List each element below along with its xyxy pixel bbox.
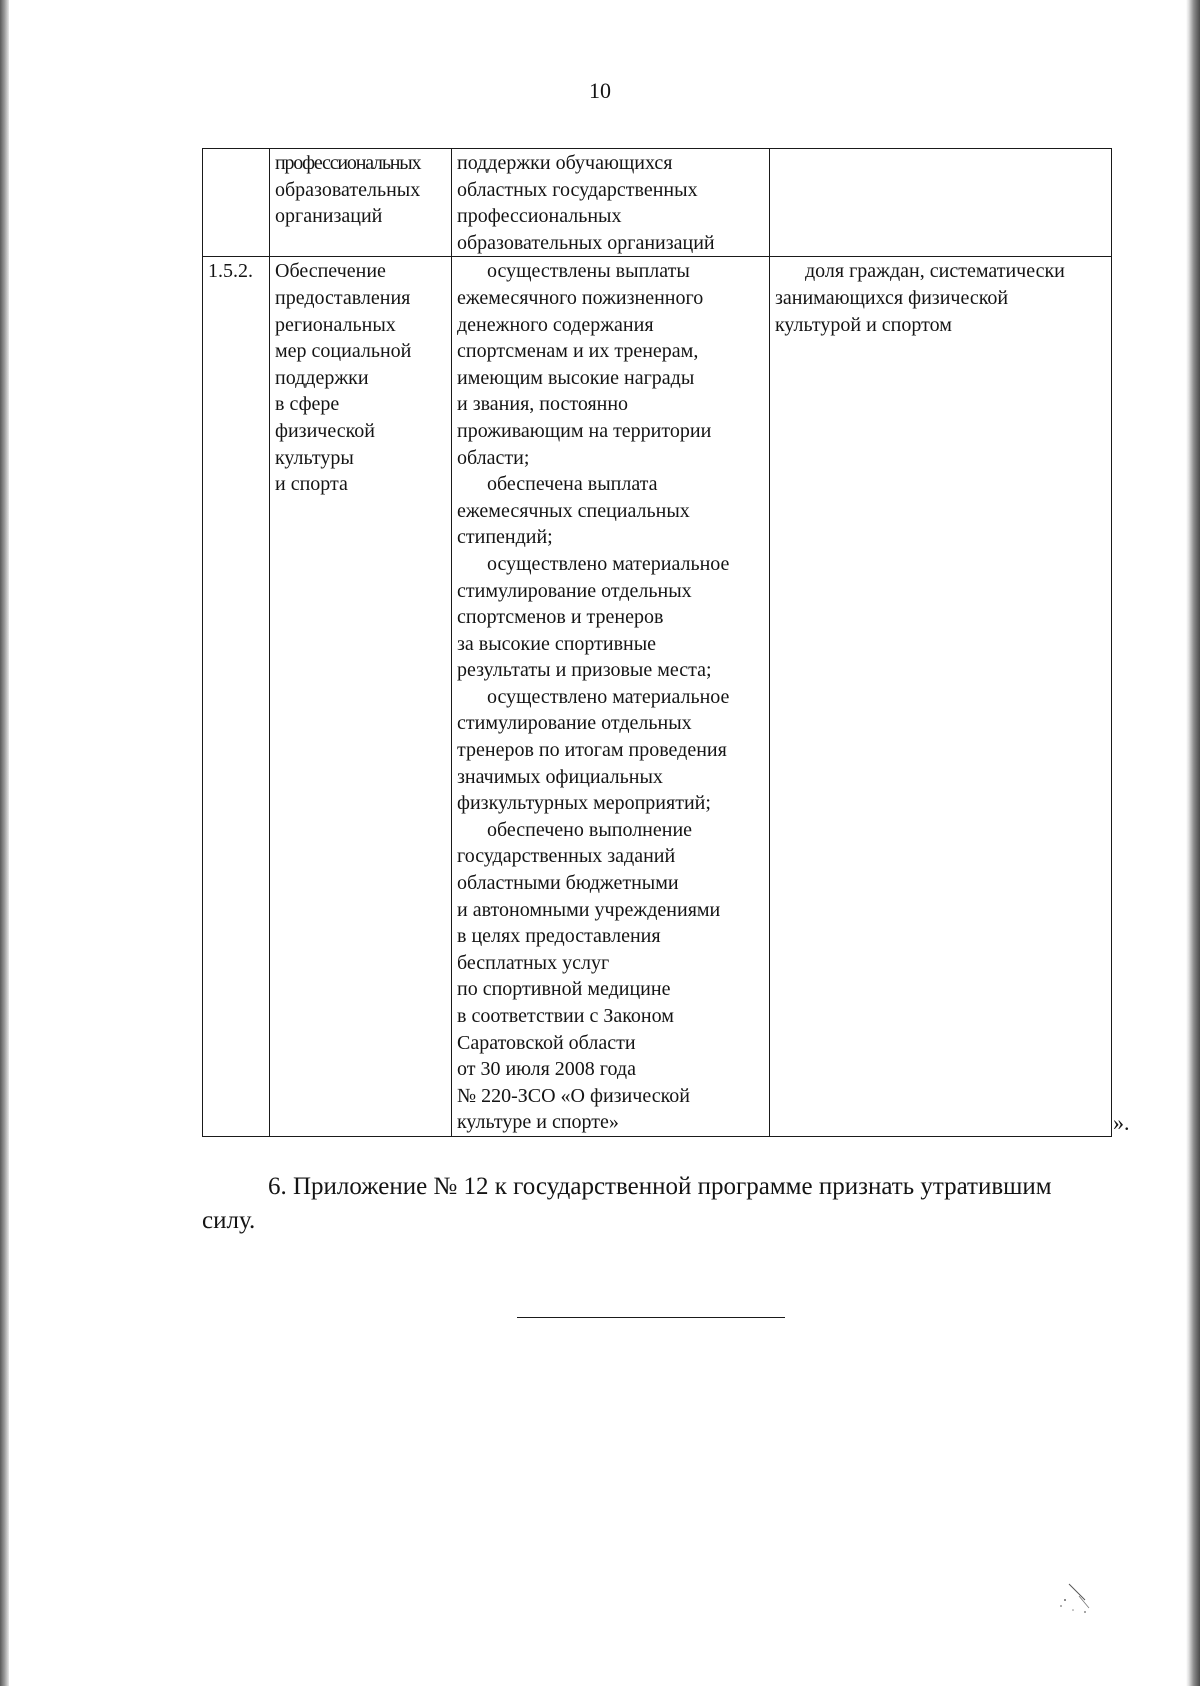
- result-line: спортсменов и тренеров: [457, 606, 664, 629]
- result-line: от 30 июля 2008 года: [457, 1058, 636, 1081]
- result-line: тренеров по итогам проведения: [457, 739, 727, 762]
- result-line: стимулирование отдельных: [457, 579, 692, 602]
- cell-indicator: [770, 149, 1112, 257]
- name-line: профессиональных: [275, 152, 421, 174]
- result-line: по спортивной медицине: [457, 978, 671, 1001]
- result-line: государственных заданий: [457, 845, 676, 868]
- name-line: организаций: [275, 205, 383, 228]
- name-line: предоставления: [275, 286, 411, 309]
- result-line: денежного содержания: [457, 313, 654, 336]
- result-line: обеспечена выплата: [487, 473, 658, 496]
- scan-edge-left: [0, 0, 9, 1686]
- result-line: ежемесячного пожизненного: [457, 286, 704, 309]
- name-line: Обеспечение: [275, 260, 386, 283]
- result-line: значимых официальных: [457, 765, 663, 788]
- name-line: культуры: [275, 446, 354, 469]
- result-line: имеющим высокие награды: [457, 366, 695, 389]
- result-line: области;: [457, 446, 530, 469]
- cell-result: [452, 149, 770, 257]
- program-table: [202, 148, 1112, 1137]
- indicator-line: культурой и спортом: [775, 313, 952, 336]
- result-line: стипендий;: [457, 526, 553, 549]
- cell-indicator: [770, 257, 1112, 1137]
- result-line: бесплатных услуг: [457, 951, 610, 974]
- table-row-1-5-2: [203, 257, 1112, 1137]
- paragraph-second-line: силу.: [202, 1207, 256, 1234]
- cell-number: [203, 257, 270, 1137]
- result-line: спортсменам и их тренерам,: [457, 340, 699, 363]
- name-line: мер социальной: [275, 340, 412, 363]
- result-line: культуре и спорте»: [457, 1111, 619, 1134]
- name-line: региональных: [275, 313, 396, 336]
- result-line: поддержки обучающихся: [457, 152, 673, 174]
- paragraph-6: [202, 1170, 1112, 1238]
- result-line: Саратовской области: [457, 1031, 636, 1054]
- name-line: физической: [275, 419, 375, 442]
- result-line: осуществлено материальное: [487, 552, 730, 575]
- result-line: № 220-ЗСО «О физической: [457, 1084, 690, 1107]
- scan-specks: [1055, 1578, 1095, 1618]
- cell-result: [452, 257, 770, 1137]
- cell-name: [270, 149, 452, 257]
- scan-edge-right: [1186, 0, 1200, 1686]
- result-line: в соответствии с Законом: [457, 1005, 674, 1027]
- indicator-line: доля граждан, систематически: [805, 260, 1065, 283]
- result-line: физкультурных мероприятий;: [457, 792, 711, 815]
- result-line: образовательных организаций: [457, 231, 715, 254]
- end-separator-line: [517, 1317, 785, 1318]
- result-line: за высокие спортивные: [457, 632, 657, 655]
- result-line: результаты и призовые места;: [457, 659, 712, 682]
- result-line: обеспечено выполнение: [487, 818, 693, 841]
- cell-number: [203, 149, 270, 257]
- closing-quote: ».: [1113, 1110, 1130, 1135]
- indicator-line: занимающихся физической: [775, 286, 1009, 309]
- name-line: и спорта: [275, 473, 348, 496]
- result-line: осуществлены выплаты: [487, 260, 690, 283]
- row-number: 1.5.2.: [208, 260, 253, 283]
- page-number: 10: [589, 78, 611, 103]
- result-line: областных государственных: [457, 178, 698, 201]
- result-line: и звания, постоянно: [457, 393, 629, 416]
- table-row-continuation: [203, 149, 1112, 257]
- result-line: и автономными учреждениями: [457, 898, 721, 921]
- result-line: проживающим на территории: [457, 419, 712, 442]
- result-line: ежемесячных специальных: [457, 499, 690, 522]
- name-line: поддержки: [275, 366, 369, 389]
- result-line: областными бюджетными: [457, 872, 679, 895]
- name-line: образовательных: [275, 178, 421, 201]
- result-line: стимулирование отдельных: [457, 712, 692, 735]
- paragraph-first-line: 6. Приложение № 12 к государственной программе признать утратившим: [268, 1173, 1052, 1200]
- result-line: в целях предоставления: [457, 925, 661, 948]
- result-line: профессиональных: [457, 205, 622, 228]
- result-line: осуществлено материальное: [487, 685, 730, 708]
- cell-name: [270, 257, 452, 1137]
- name-line: в сфере: [275, 393, 340, 416]
